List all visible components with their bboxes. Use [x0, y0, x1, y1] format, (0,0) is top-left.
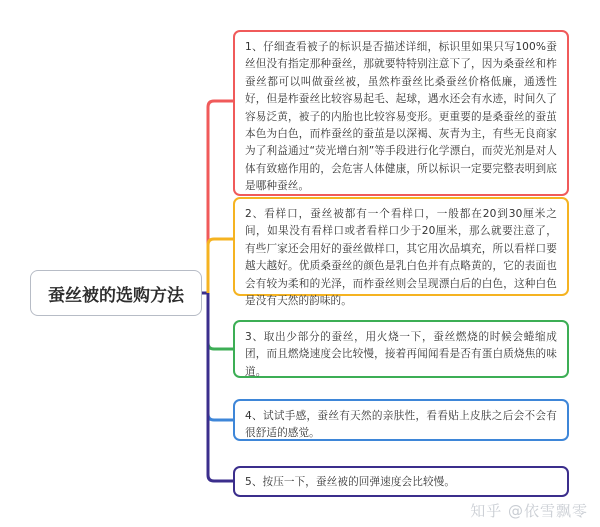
connector-branch-3 — [208, 293, 233, 349]
connector-branch-2 — [208, 239, 233, 293]
connector-branch-5 — [208, 293, 233, 481]
branch-node-4 — [233, 399, 569, 441]
branch-node-1 — [233, 30, 569, 196]
root-node — [30, 270, 202, 316]
connector-branch-4 — [208, 293, 233, 420]
branch-text-3: 3、取出少部分的蚕丝，用火烧一下，蚕丝燃烧的时候会蜷缩成团，而且燃烧速度会比较慢，接着再闻闻看是否有蛋白质烧焦的味道。 — [245, 331, 557, 378]
branch-text-5: 5、按压一下，蚕丝被的回弹速度会比较慢。 — [245, 476, 456, 488]
branch-node-3 — [233, 320, 569, 378]
root-title: 蚕丝被的选购方法 — [48, 285, 184, 306]
branch-text-1: 1、仔细查看被子的标识是否描述详细，标识里如果只写100%蚕丝但没有指定那种蚕丝，那就要特特别注意下了，因为桑蚕丝和柞蚕丝都可以叫做蚕丝被，虽然柞蚕丝比桑蚕丝价格低廉，通透性好，但是柞蚕丝比较容易起毛、起球，遇水还会有水迹，时间久了容易泛黄，被子的内胎也比较容易变形。更重要的是桑蚕丝的蚕茧本色为白色，而柞蚕丝的蚕茧是以深褐、灰青为主，有些无良商家为了利益通过“荧光增白剂”等手段进行化学漂白，而荧光剂是对人体有致癌作用的，会危害人体健康，所以标识一定要完整表明到底是哪种蚕丝。 — [245, 41, 557, 193]
branch-node-5 — [233, 466, 569, 497]
branch-node-2 — [233, 197, 569, 308]
branch-text-4: 4、试试手感，蚕丝有天然的亲肤性，看看贴上皮肤之后会不会有很舒适的感觉。 — [245, 410, 557, 440]
branch-text-2: 2、看样口，蚕丝被都有一个看样口，一般都在20到30厘米之间，如果没有看样口或者看样口少于20厘米，那么就要注意了，有些厂家还会用好的蚕丝做样口，其它用次品填充，所以看样口要越大越好。优质桑蚕丝的颜色是乳白色并有点略黄的，它的表面也会有较为柔和的光泽，而柞蚕丝则会呈现漂白后的白色，这种白色是没有天然的韵味的。 — [245, 208, 557, 308]
connector-branch-1 — [208, 101, 233, 293]
watermark: 知乎 @依雪飘零 — [470, 502, 588, 520]
